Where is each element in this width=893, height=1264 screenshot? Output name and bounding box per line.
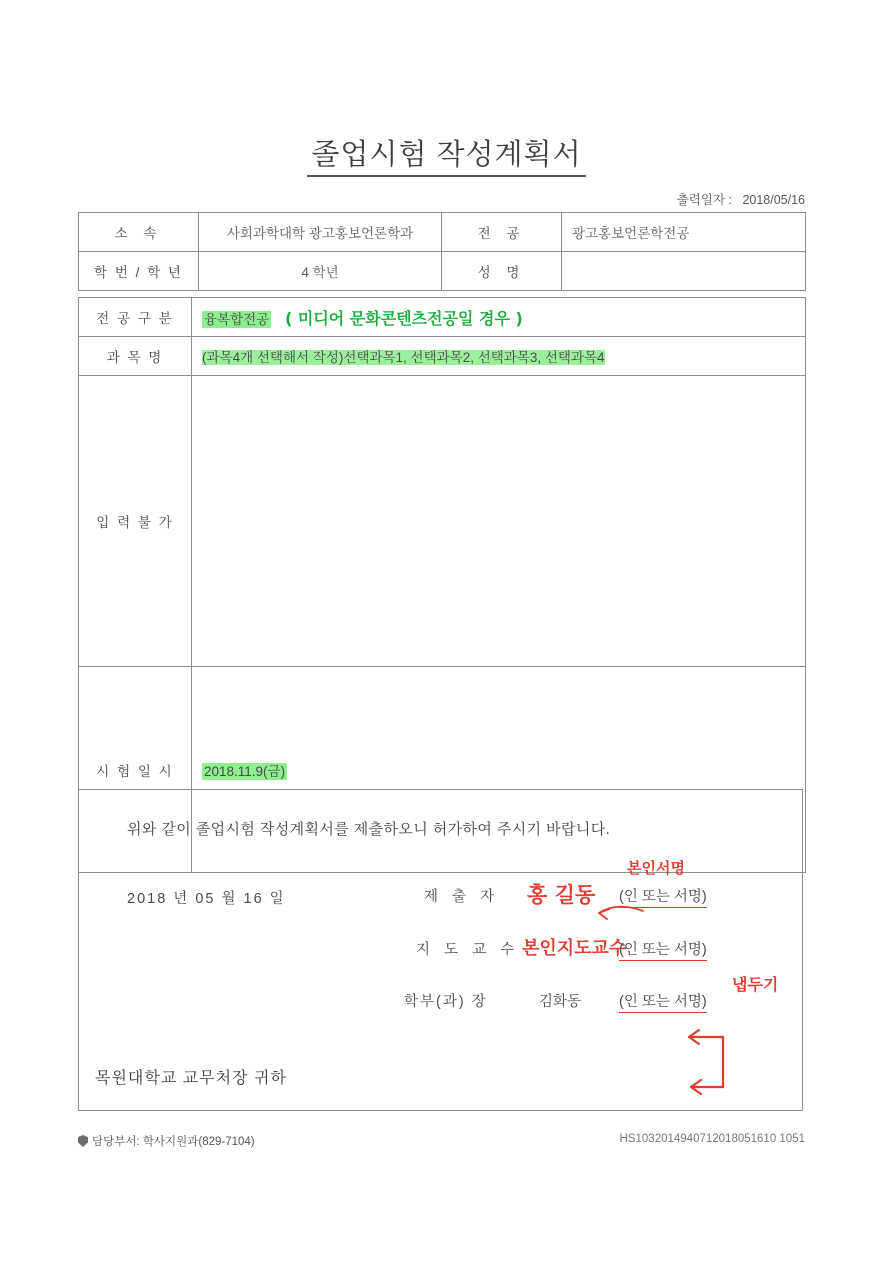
page-title-text: 졸업시험 작성계획서	[307, 139, 585, 177]
noinput-cell	[192, 376, 806, 667]
main-table	[78, 297, 806, 873]
table-row	[79, 213, 806, 252]
footer-department	[78, 1133, 255, 1149]
handwritten-bracket-icon	[679, 1015, 809, 1135]
footer-department-text: 담당부서: 학사지원과(829-7104)	[92, 1136, 255, 1148]
major-type-label: 전 공 구 분	[79, 298, 192, 337]
major-type-cell[interactable]	[192, 298, 806, 337]
table-row	[79, 376, 806, 667]
print-date-label: 출력일자 :	[676, 193, 733, 207]
major-type-note: ( 미디어 문화콘텐츠전공일 경우 )	[284, 308, 523, 328]
submitter-seal-text: (인 또는 서명)	[619, 885, 707, 908]
page-title	[0, 132, 893, 173]
noinput-label: 입 력 불 가	[79, 376, 192, 667]
footer-doc-code: HS1032014940712018051610 1051	[619, 1133, 805, 1145]
dean-name: 김화동	[539, 994, 582, 1010]
advisor-handwriting: 본인지도교수	[522, 938, 627, 959]
submitter-handwriting: 홍 길동	[527, 883, 596, 907]
advisor-seal-text: (인 또는 서명)	[619, 938, 707, 961]
submission-date: 2018 년 05 월 16 일	[127, 891, 286, 907]
dean-seal-text: (인 또는 서명)	[619, 990, 707, 1013]
dean-label: 학부(과) 장	[404, 994, 488, 1010]
statement-box	[78, 789, 803, 1111]
major-type-value: 융복합전공	[204, 311, 270, 327]
affiliation-label: 소 속	[79, 213, 199, 252]
info-table	[78, 212, 806, 291]
studentid-grade-value[interactable]: 4 학년	[199, 252, 442, 291]
submitter-annotation: 본인서명	[627, 859, 685, 877]
statement-text: 위와 같이 졸업시험 작성계획서를 제출하오니 허가하여 주시기 바랍니다.	[127, 821, 611, 838]
subject-cell[interactable]	[192, 337, 806, 376]
dean-annotation: 냅두기	[732, 975, 779, 994]
print-date	[677, 190, 805, 208]
name-value[interactable]	[562, 252, 806, 291]
subject-value: (과목4개 선택해서 작성)선택과목1, 선택과목2, 선택과목3, 선택과목4	[202, 350, 605, 365]
major-label: 전 공	[442, 213, 562, 252]
studentid-grade-label: 학 번 / 학 년	[79, 252, 199, 291]
major-value[interactable]: 광고홍보언론학전공	[562, 213, 806, 252]
print-date-value: 2018/05/16	[742, 193, 805, 207]
name-label: 성 명	[442, 252, 562, 291]
table-row	[79, 252, 806, 291]
exam-date-label: 시 험 일 시	[79, 667, 192, 873]
table-row	[79, 298, 806, 337]
subject-label: 과 목 명	[79, 337, 192, 376]
addressee: 목원대학교 교무처장 귀하	[95, 1070, 287, 1087]
table-row	[79, 337, 806, 376]
submitter-label: 제 출 자	[424, 889, 500, 905]
shield-icon	[78, 1135, 88, 1147]
affiliation-value[interactable]: 사회과학대학 광고홍보언론학과	[199, 213, 442, 252]
exam-date-value: 2018.11.9(금)	[204, 763, 286, 779]
advisor-label: 지 도 교 수	[416, 942, 520, 958]
